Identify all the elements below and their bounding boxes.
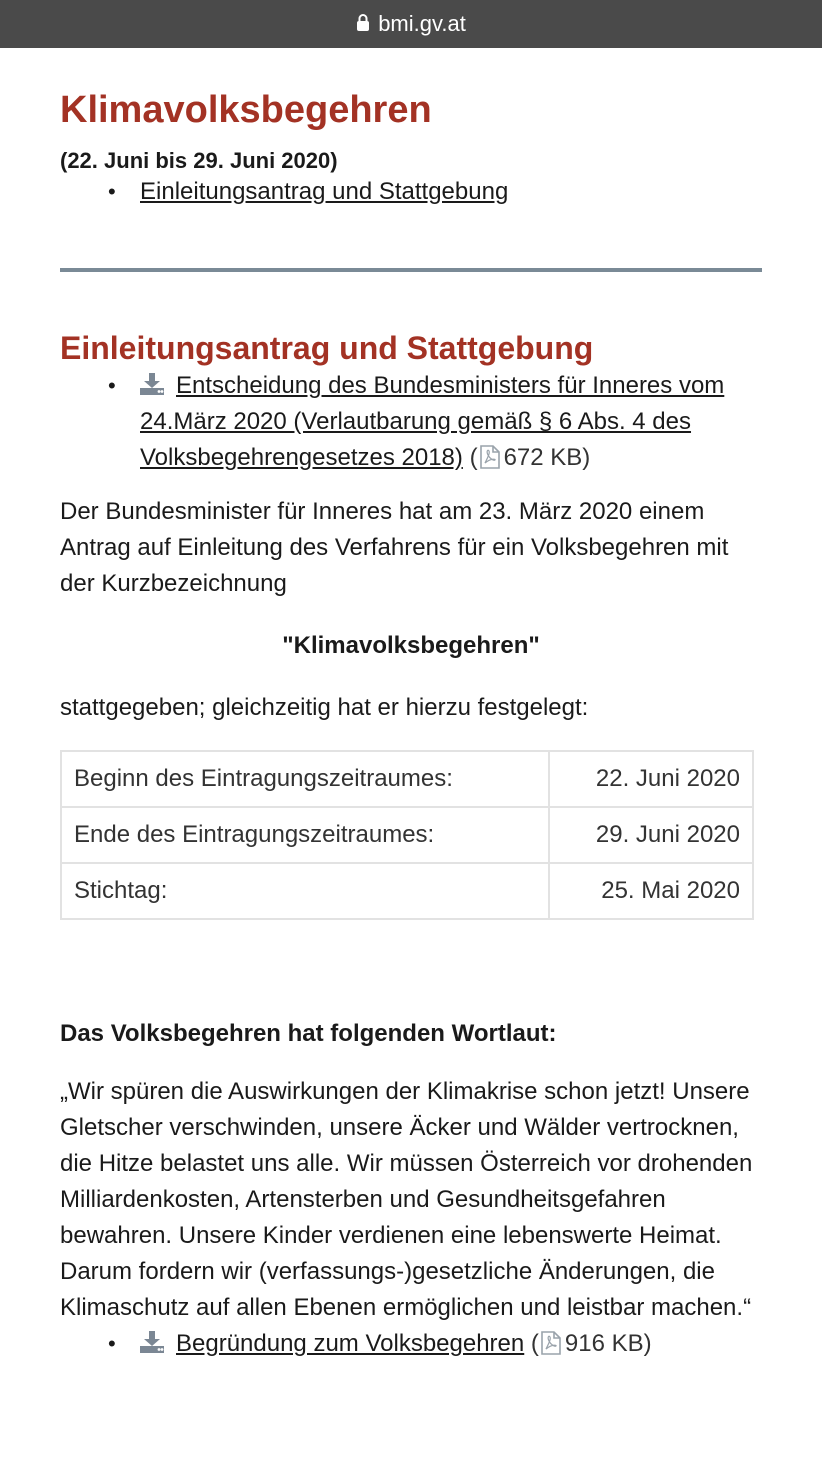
download-item (60, 1326, 762, 1362)
table-row (61, 807, 753, 863)
download-link-entscheidung[interactable]: Entscheidung des Bundesministers für Inneres vom 24.März 2020 (Verlautbarung gemäß § 6 Abs. 4 des Volksbegehrengesetzes 2018) (140, 372, 725, 471)
table-row (61, 751, 753, 807)
page-title: Klimavolksbegehren (60, 89, 432, 131)
download-list (60, 1326, 762, 1362)
toc-item (60, 174, 762, 210)
main-content (0, 88, 822, 1362)
bullet: • (108, 1331, 116, 1356)
wortlaut-text: „Wir spüren die Auswirkungen der Klimakrise schon jetzt! Unsere Gletscher verschwinden, unsere Äcker und Wälder vertrocknen, die Hitze belastet uns alle. Wir müssen Österreich vor drohenden Milliardenkosten, Artensterben und Gesundheitsgefahren bewahren. Unsere Kinder verdienen eine lebenswerte Heimat. Darum fordern wir (verfassungs-)gesetzliche Änderungen, die Klimaschutz auf allen Ebenen ermöglichen und leistbar machen.“ (60, 1078, 753, 1321)
file-meta (531, 1330, 652, 1357)
table-cell-value: 22. Juni 2020 (549, 751, 753, 807)
file-size: 916 KB) (564, 1330, 652, 1357)
open-paren: ( (530, 1330, 539, 1357)
file-size: 672 KB) (503, 444, 591, 471)
url-text: bmi.gv.at (378, 11, 466, 36)
download-icon (140, 1328, 166, 1350)
file-meta (470, 444, 591, 471)
table-cell-label: Ende des Eintragungszeitraumes: (61, 807, 549, 863)
pdf-icon (480, 444, 500, 468)
page-subtitle: (22. Juni bis 29. Juni 2020) (60, 148, 338, 173)
table-cell-value: 25. Mai 2020 (549, 863, 753, 919)
table-of-contents (60, 174, 762, 210)
wortlaut-heading: Das Volksbegehren hat folgenden Wortlaut: (60, 1020, 557, 1047)
table-cell-label: Stichtag: (61, 863, 549, 919)
section-title: Einleitungsantrag und Stattgebung (60, 330, 594, 366)
download-link-begruendung[interactable]: Begründung zum Volksbegehren (176, 1330, 525, 1357)
dates-table (60, 750, 754, 920)
download-item (60, 368, 762, 476)
bullet: • (108, 373, 116, 398)
address-bar[interactable] (0, 0, 822, 48)
pdf-icon (541, 1330, 561, 1354)
lock-icon (356, 11, 370, 37)
download-list (60, 368, 762, 476)
table-cell-label: Beginn des Eintragungszeitraumes: (61, 751, 549, 807)
open-paren: ( (469, 444, 478, 471)
bullet: • (108, 179, 116, 204)
table-cell-value: 29. Juni 2020 (549, 807, 753, 863)
toc-link-einleitungsantrag[interactable]: Einleitungsantrag und Stattgebung (140, 178, 509, 205)
divider (60, 268, 762, 272)
after-paragraph: stattgegeben; gleichzeitig hat er hierzu festgelegt: (60, 694, 589, 721)
intro-paragraph: Der Bundesminister für Inneres hat am 23. März 2020 einem Antrag auf Einleitung des Verfahrens für ein Volksbegehren mit der Kurzbezeichnung (60, 498, 729, 597)
download-icon (140, 370, 166, 392)
table-row (61, 863, 753, 919)
short-name: "Klimavolksbegehren" (282, 632, 540, 659)
